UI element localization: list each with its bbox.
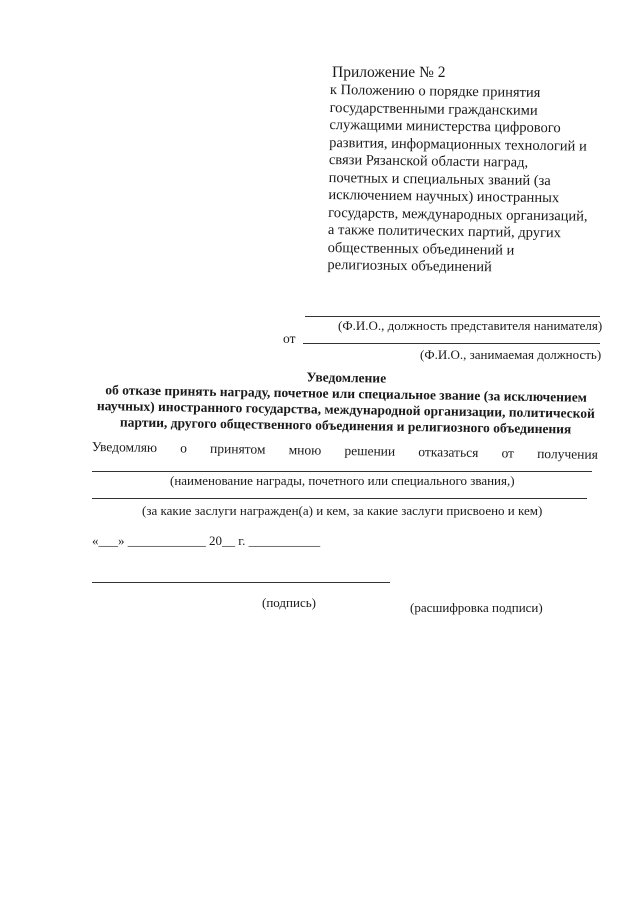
signature-caption: (подпись) <box>262 595 316 610</box>
appendix-text <box>327 82 605 278</box>
appendix-line: государственными гражданскими <box>329 99 538 119</box>
notice-word: мною <box>288 442 322 458</box>
from-label: от <box>283 331 296 346</box>
employer-caption: (Ф.И.О., должность представителя нанимателя) <box>338 318 603 333</box>
appendix-line: к Положению о порядке принятия <box>329 82 541 101</box>
notice-word: решении <box>344 442 396 459</box>
signature-decoding-caption: (расшифровка подписи) <box>410 600 543 615</box>
appendix-line: связи Рязанской области наград, <box>328 151 529 171</box>
employer-fill-line <box>305 316 600 317</box>
appendix-line: исключением научных) иностранных <box>328 186 560 207</box>
notice-sentence <box>92 439 598 463</box>
notice-title-text: Уведомление <box>306 369 387 386</box>
notice-word: отказаться <box>418 444 479 461</box>
appendix-line: почетных и специальных званий (за <box>328 169 551 189</box>
appendix-line: государств, международных организаций, <box>328 204 588 225</box>
signature-fill-line <box>92 582 390 583</box>
notice-word: Уведомляю <box>91 439 158 456</box>
award-fill-line <box>92 471 592 472</box>
appendix-line: общественных объединений и <box>327 239 515 259</box>
notice-subtitle-line: научных) иностранного государства, международной организации, политической <box>96 398 595 421</box>
merits-fill-line <box>92 498 587 499</box>
notice-word: от <box>501 445 515 461</box>
appendix-line: а также политических партий, других <box>327 221 562 242</box>
merits-caption: (за какие заслуги награжден(а) и кем, за какие заслуги присвоено и кем) <box>142 503 543 518</box>
notice-subtitle-line: об отказе принять награду, почетное или специальное звание (за исключением <box>105 382 588 405</box>
appendix-line: служащими министерства цифрового <box>329 116 561 137</box>
notice-title <box>96 366 597 438</box>
sender-fill-line <box>303 343 600 344</box>
appendix-title: Приложение № 2 <box>332 64 446 81</box>
sender-caption: (Ф.И.О., занимаемая должность) <box>420 347 602 362</box>
appendix-line: религиозных объединений <box>327 256 492 276</box>
award-caption: (наименование награды, почетного или специального звания,) <box>170 473 515 488</box>
notice-word: принятом <box>210 440 266 457</box>
date-line: «___» ____________ 20__ г. ___________ <box>92 533 321 548</box>
notice-subtitle-line: партии, другого общественного объединения и религиозного объединения <box>119 414 572 437</box>
notice-word: о <box>180 440 188 456</box>
notice-word: получения <box>537 445 599 462</box>
appendix-line: развития, информационных технологий и <box>329 134 587 155</box>
